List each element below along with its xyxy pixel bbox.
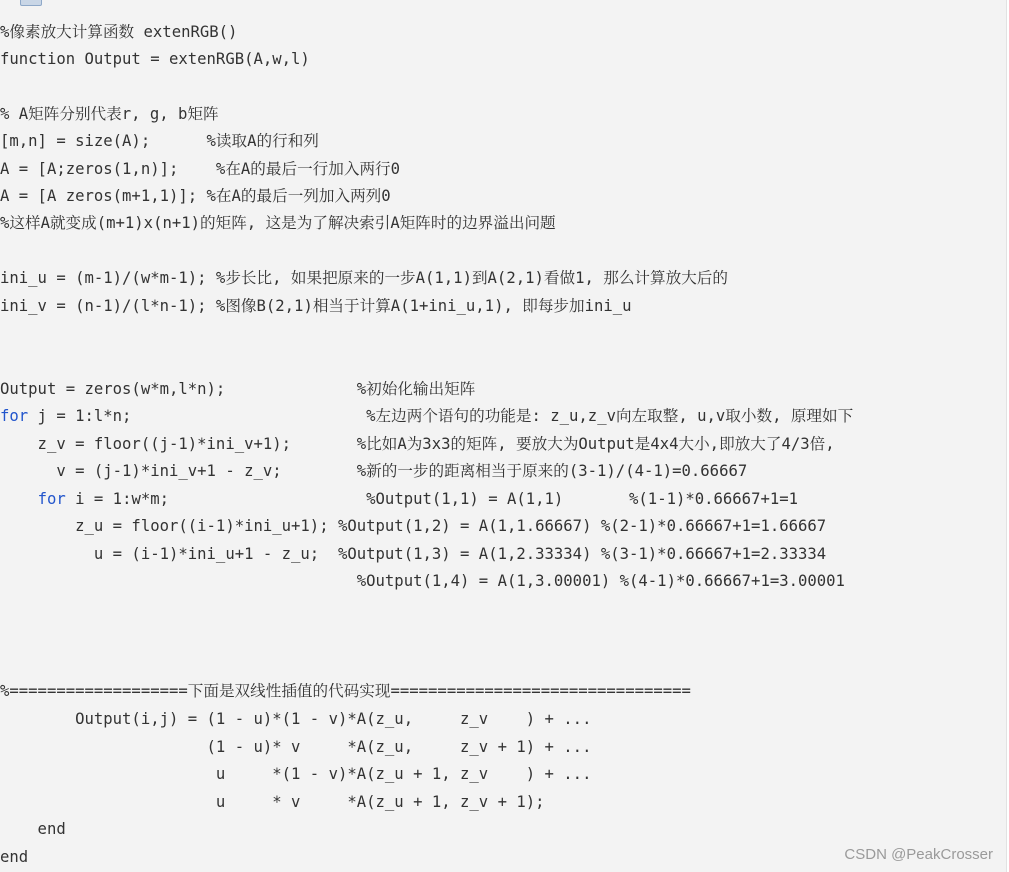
code-line-comment-title: %像素放大计算函数 extenRGB() <box>0 23 238 41</box>
keyword-for: for <box>37 490 66 508</box>
code-line-size: [m,n] = size(A); %读取A的行和列 <box>0 132 319 150</box>
code-line-ini-u: ini_u = (m-1)/(w*m-1); %步长比, 如果把原来的一步A(1,1)到A(2,1)看做1, 那么计算放大后的 <box>0 269 728 287</box>
code-line-output-1-4: %Output(1,4) = A(1,3.00001) %(4-1)*0.66667+1=3.00001 <box>0 572 845 590</box>
for-i-body: i = 1:w*m; %Output(1,1) = A(1,1) %(1-1)*0.66667+1=1 <box>65 490 799 508</box>
code-line-u: u = (i-1)*ini_u+1 - z_u; %Output(1,3) = A(1,2.33334) %(3-1)*0.66667+1=2.33334 <box>0 545 827 563</box>
code-line-for-i <box>0 487 798 511</box>
copy-code-icon[interactable] <box>20 0 42 6</box>
code-line-end-inner: end <box>0 820 66 838</box>
code-line-z-u: z_u = floor((i-1)*ini_u+1); %Output(1,2) = A(1,1.66667) %(2-1)*0.66667+1=1.66667 <box>0 517 827 535</box>
code-line-interp-1: Output(i,j) = (1 - u)*(1 - v)*A(z_u, z_v ) + ... <box>0 710 592 728</box>
for-j-body: j = 1:l*n; %左边两个语句的功能是: z_u,z_v向左取整, u,v取小数, 原理如下 <box>28 407 854 425</box>
code-line-add-column: A = [A zeros(m+1,1)]; %在A的最后一列加入两列0 <box>0 187 391 205</box>
code-line-for-j <box>0 404 853 428</box>
code-line-separator: %===================下面是双线性插值的代码实现================================ <box>0 682 691 700</box>
code-line-ini-v: ini_v = (n-1)/(l*n-1); %图像B(2,1)相当于计算A(1+ini_u,1), 即每步加ini_u <box>0 297 632 315</box>
code-line-comment-matrix: %这样A就变成(m+1)x(n+1)的矩阵, 这是为了解决索引A矩阵时的边界溢出问题 <box>0 214 556 232</box>
for-i-indent <box>0 490 38 508</box>
code-line-z-v: z_v = floor((j-1)*ini_v+1); %比如A为3x3的矩阵, 要放大为Output是4x4大小,即放大了4/3倍, <box>0 435 835 453</box>
code-line-interp-2: (1 - u)* v *A(z_u, z_v + 1) + ... <box>0 738 592 756</box>
code-line-function-declaration: function Output = extenRGB(A,w,l) <box>0 50 310 68</box>
code-line-output-init: Output = zeros(w*m,l*n); %初始化输出矩阵 <box>0 380 476 398</box>
code-line-interp-3: u *(1 - v)*A(z_u + 1, z_v ) + ... <box>0 765 592 783</box>
code-line-end-outer: end <box>0 848 29 866</box>
code-line-add-row: A = [A;zeros(1,n)]; %在A的最后一行加入两行0 <box>0 160 401 178</box>
code-line-v: v = (j-1)*ini_v+1 - z_v; %新的一步的距离相当于原来的(3-1)/(4-1)=0.66667 <box>0 462 748 480</box>
code-line-comment-rgb: % A矩阵分别代表r, g, b矩阵 <box>0 105 219 123</box>
csdn-watermark: CSDN @PeakCrosser <box>844 846 993 863</box>
code-line-interp-4: u * v *A(z_u + 1, z_v + 1); <box>0 793 545 811</box>
keyword-for: for <box>0 407 29 425</box>
